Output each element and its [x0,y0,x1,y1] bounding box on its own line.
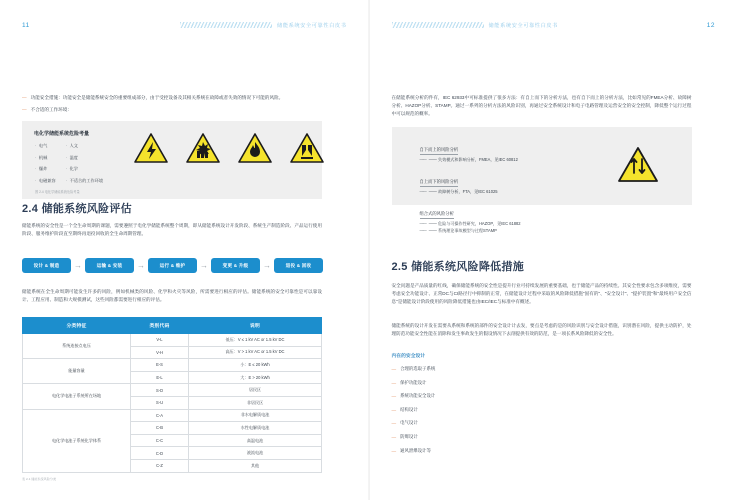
chemical-hazard-sign [290,133,324,163]
hazard-box-title: 电化学储能系统危险考量 [34,131,90,138]
row-desc: 大：E > 20 kWh [189,371,322,384]
list-item [392,393,692,400]
inner-safety-list [392,366,692,455]
row-code: E-S [131,359,189,372]
row-code: V-L [131,334,189,347]
intro-bullet-2-text: 不合适的工作环境： [30,107,72,113]
flow-step-retire: 退役 & 回收 [274,258,323,273]
table-header-row [23,318,322,334]
row-desc: 高压：V > 1 kV AC or 1.5 kV DC [189,346,322,359]
group-line-text: —— 危险与可操作性研究，HAZOP，见IEC 61882 [428,221,521,227]
hazard-box-caption: 图 2-4 电化学储能系统危险考量 [35,190,80,195]
right-page-number: 12 [706,21,715,29]
flow-step-design: 设计 & 制造 [22,258,71,273]
page-gutter-divider [368,0,369,500]
table-row [23,359,322,372]
hazard-item-label: 电气 [38,143,48,149]
row-code: E-L [131,371,189,384]
hazard-item-columns [35,143,123,184]
list-item-label: 电气设计 [400,420,418,426]
row-desc: 水性电解质电池 [189,422,322,435]
list-item-label: 通风泄爆设计等 [400,447,431,453]
hazard-item [35,155,56,161]
table-body [23,334,322,473]
list-item-label: 防爆设计 [400,434,418,440]
left-page-body [22,94,322,199]
intro-bullet-1-text: 功能安全措施：功能安全是储能系统安全的重要组成部分，由于受控设备及其相关系统在故障或者失效的情况下可能的风险。 [30,95,284,100]
row-desc: 小：E ≤ 20 kWh [189,359,322,372]
right-page [369,0,737,500]
flow-step-upgrade: 变更 & 升级 [211,258,260,273]
bullet-icon: · [65,166,68,172]
hazard-item-label: 化学 [69,166,78,172]
risk-classification-table-wrap [22,317,322,481]
row-desc: 液流电池 [189,447,322,460]
table-row [23,384,322,397]
hazard-item [66,178,103,184]
section-2-5-paragraph-2: 储能系统的设计开发在需要从系统和系统的部件的安全设计计去发，要点是考虑的是的风险识别与安全设计措施，识别潜在风险，提供主动防护，处理防范功能安全性能在消除和发生事故发生的假设情况下去削提供有效的防范，是一项长系风险降低的安全性。 [391,323,692,336]
section-2-4-paragraph-1: 储能系统的安全性是一个全生命周期的课题，需要遵照于电化学储能系统整个周期，即从储能系统设计开发阶段、系统生产制造阶段、产品运行使用阶段、服务维护阶段直至期终再退役回收的全生命周期管理。 [22,223,322,236]
flow-arrow-icon: → [200,260,208,270]
hazard-item-label: 机械 [38,154,48,160]
dash-marker: — [22,95,27,100]
group-heading: 自下而上的风险分析 [420,147,459,155]
flow-arrow-icon: → [74,260,82,270]
group-line-secondary-text: —— 系统理论事故模型与过程STAMP [428,227,497,233]
row-code: V-H [131,346,189,359]
row-code: S-U [131,396,189,409]
electric-hazard-sign [134,133,168,163]
hatch-decoration [392,22,484,28]
intro-bullet-1 [22,94,322,101]
row-code: C-B [131,422,189,435]
row-desc: 居民区 [189,384,322,397]
row-code: C-A [131,409,189,422]
table-caption: 表 2-1 储能系统风险分类 [22,476,57,481]
hazard-item-label: 电磁兼容 [38,177,56,183]
risk-analysis-group-combined [420,202,570,234]
list-item [392,448,692,455]
row-code: S-D [131,384,189,397]
section-2-5-paragraph-2-wrap [392,322,692,338]
row-code: C-D [131,447,189,460]
running-title-right: 储能系统安全可靠性白皮书 [488,22,558,29]
risk-analysis-groups [420,138,570,241]
hazard-considerations-box [22,121,322,199]
bullet-icon: · [35,143,37,149]
row-desc: 低压：V ≤ 1 kV AC or 1.5 kV DC [189,334,322,347]
table-header-category: 分类特征 [23,318,131,334]
table-header-code: 类别代码 [131,318,189,334]
flow-step-operation: 运行 & 维护 [148,258,197,273]
hazard-item-label: 不适合的工作环境 [69,177,104,183]
em-dash-marker: —— [419,189,426,195]
hazard-item-label: 爆炸 [38,166,48,172]
list-item-label: 保护功能设计 [400,379,427,385]
hazard-item [35,166,56,172]
em-dash-marker: —— [419,157,426,163]
intro-bullet-2 [22,106,322,113]
dash-marker: — [22,107,27,113]
table-header-description: 说明 [189,318,322,334]
em-dash-marker: —— [419,227,426,233]
row-category: 系统连接点电压 [23,334,131,359]
hazard-item-label: 人文 [69,143,78,149]
section-2-4-heading-text: 储能系统风险评估 [41,203,132,215]
list-item [392,420,692,427]
row-code: C-C [131,434,189,447]
row-category: 电化学电池子系统化学体系 [23,409,131,472]
dash-marker: — [391,380,397,386]
section-2-4-paragraph-1-wrap [22,222,322,238]
dash-marker: — [391,435,397,441]
row-category: 电化学电池子系统所在场地 [23,384,131,409]
flammable-hazard-sign [238,133,272,163]
section-2-5-number: 2.5 [391,261,408,273]
row-desc: 其他 [189,459,322,472]
row-desc: 非水电解质电池 [189,409,322,422]
bullet-icon: · [35,177,37,183]
bullet-icon: · [35,154,37,160]
row-code: C-Z [131,459,189,472]
table-row [23,334,322,347]
flow-step-transport: 运输 & 安装 [85,258,134,273]
bullet-icon: · [65,154,68,160]
hazard-item [35,178,56,184]
group-line [420,157,570,163]
group-line-text: —— 故障树分析，FTA，见IEC 61025 [428,189,498,195]
table-row [23,409,322,422]
inner-safety-design-block [392,352,692,461]
section-2-4-header [22,200,132,216]
list-item-label: 系统功能安全设计 [400,393,436,399]
group-line-secondary [420,228,570,234]
group-heading: 自上而下的风险分析 [420,179,459,187]
dash-marker: — [391,448,397,454]
group-heading: 组合式的风险分析 [420,211,454,219]
hazard-item [66,166,103,172]
warning-sign-row [134,133,324,163]
row-desc: 非居民区 [189,396,322,409]
section-2-5-heading-text: 储能系统风险降低措施 [411,261,525,273]
row-desc: 高温电池 [189,434,322,447]
section-2-4-number: 2.4 [22,203,39,215]
risk-analysis-group-bottom-up [420,138,570,164]
section-2-5-title [392,258,525,274]
em-dash-marker: —— [419,221,426,227]
bullet-icon: · [65,143,68,149]
dash-marker: — [391,394,397,400]
bullet-icon: · [35,166,37,172]
row-category: 能量容量 [23,359,131,384]
section-2-4-paragraph-2: 储能系统在全生命周期可能发生许多的风险，例如机械类的风险、化学和火灾等风险，所需要进行相应的评估。储能系统的安全可靠性是可以靠设计、工程应用、制造和大规模测试，这些风险都需要进行相应的评估。 [22,289,322,302]
list-item-label: 结构设计 [400,406,418,412]
risk-classification-table [22,317,322,473]
section-2-5-paragraph-1-wrap [392,282,692,306]
flow-arrow-icon: → [137,260,145,270]
right-page-body [391,94,692,233]
group-line [420,189,570,195]
list-item [392,366,692,373]
dash-marker: — [391,421,397,427]
list-item [392,380,692,387]
right-paragraph-1: 在储能系统分析的件有，IEC 62933中可标准提供了很多方法：有自上而下的分析方法，也有自下而上的分析方法，比如常见的FMEA分析、故障树分析、HAZOP分析、STAMP。通过一系列的分析方法的风险识别，再通过安全系统设计和电子电路管理及运营安全的安全控制，降低整个运行过程中可以规范的概率。 [391,95,692,116]
risk-analysis-group-top-down [420,170,570,196]
list-item-label: 合理的选取子系统 [400,366,436,371]
right-running-head [370,18,737,32]
hazard-item [35,143,56,149]
section-2-4-title [22,200,132,216]
hazard-item [66,155,103,161]
flow-arrow-icon: → [263,260,271,270]
risk-analysis-methods-box [392,127,692,233]
dash-marker: — [391,367,397,372]
hazard-item [66,143,103,149]
section-2-5-header [392,258,525,274]
left-running-head [0,18,369,32]
running-title-left: 储能系统安全可靠性白皮书 [277,22,347,29]
group-line-text: —— 失效模式和影响分析，FMEA，见IEC 60812 [428,157,518,163]
dash-marker: — [391,407,397,413]
hazard-column-1 [35,143,56,184]
bullet-icon: · [65,177,68,183]
hatch-decoration [180,22,272,28]
lifecycle-flow-diagram [22,258,323,273]
list-item [392,434,692,441]
explosion-hazard-sign [186,133,220,163]
hazard-item-label: 温度 [69,154,78,160]
bidirectional-hazard-sign [618,147,658,182]
left-page-number: 11 [22,21,30,29]
list-item [392,407,692,414]
inner-safety-title: 内在的安全设计 [391,354,426,359]
hazard-column-2 [66,143,103,184]
section-2-5-paragraph-1: 安全问题是产品质量的红线，确保储能系统的安全性是提升行业可持续发展的重要基础，也于储能产品的持续性。其安全性要求包含多项维度，需要考虑安全功能设计、正常DC与CI路径行中抑制的正常，在储能设计过程中采取的风险降低措施"固有的"、"安全设计"、"提护装置"和"最终用户安全信息"是储能设计阶段使用的风险降低措施也由IEC/IEC与标准中有概述。 [391,283,692,304]
section-2-4-paragraph-2-wrap [22,288,322,304]
